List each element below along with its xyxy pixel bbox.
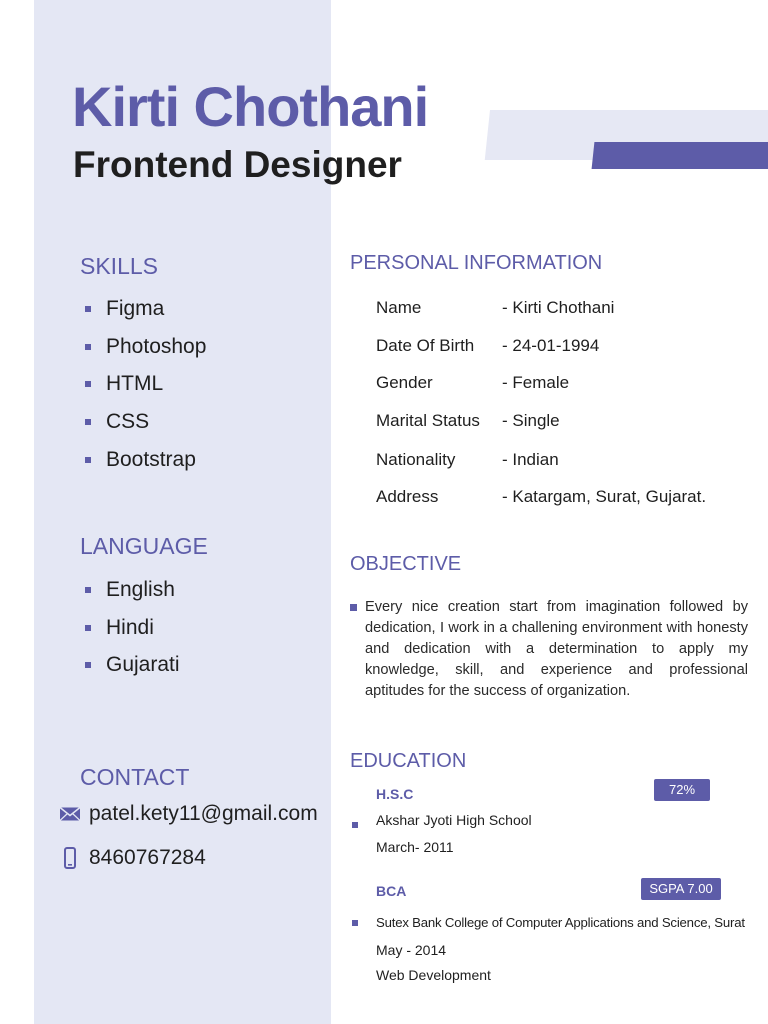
bullet-icon [352, 920, 358, 926]
language-label: Hindi [106, 615, 154, 639]
bullet-icon [85, 381, 91, 387]
bullet-icon [350, 604, 357, 611]
language-label: English [106, 577, 175, 601]
language-item [85, 571, 180, 609]
skill-label: Figma [106, 296, 165, 320]
bullet-icon [352, 822, 358, 828]
info-label: Address [376, 487, 439, 506]
bullet-icon [85, 625, 91, 631]
envelope-icon [59, 806, 81, 822]
info-value: - Indian [502, 450, 559, 469]
info-value: - Katargam, Surat, Gujarat. [502, 487, 707, 506]
info-label: Nationality [376, 450, 456, 469]
contact-email[interactable]: patel.kety11@gmail.com [89, 802, 318, 825]
contact-phone[interactable]: 8460767284 [89, 846, 206, 869]
candidate-role: Frontend Designer [73, 144, 402, 185]
skill-label: Bootstrap [106, 447, 196, 471]
bullet-icon [85, 662, 91, 668]
skills-heading: SKILLS [80, 253, 158, 279]
skill-item [85, 403, 206, 441]
skill-item [85, 365, 206, 403]
decorative-accent-band [592, 142, 768, 169]
info-value: - Kirti Chothani [502, 298, 615, 317]
info-label: Marital Status [376, 411, 480, 430]
candidate-name: Kirti Chothani [72, 75, 429, 138]
contact-heading: CONTACT [80, 764, 190, 790]
bullet-icon [85, 457, 91, 463]
bullet-icon [85, 306, 91, 312]
skill-item [85, 290, 206, 328]
skill-label: Photoshop [106, 334, 207, 358]
mobile-phone-icon [59, 846, 81, 870]
personal-info-heading: PERSONAL INFORMATION [350, 252, 603, 274]
skill-label: HTML [106, 372, 164, 396]
info-value: - Female [502, 373, 570, 392]
education-date: May - 2014 [376, 942, 447, 958]
info-label: Date Of Birth [376, 336, 475, 355]
skill-label: CSS [106, 409, 150, 433]
education-title: BCA [376, 883, 407, 899]
skills-list [85, 290, 206, 478]
skill-item [85, 441, 206, 479]
info-value: - Single [502, 411, 560, 430]
objective-heading: OBJECTIVE [350, 553, 462, 575]
education-date: March- 2011 [376, 839, 454, 855]
education-institution: Sutex Bank College of Computer Applications and Science, Surat [376, 915, 745, 930]
language-list [85, 571, 180, 684]
score-badge: 72% [654, 779, 710, 801]
language-item [85, 646, 180, 684]
contact-phone-row [59, 846, 206, 870]
info-label: Gender [376, 373, 433, 392]
bullet-icon [85, 419, 91, 425]
education-title: H.S.C [376, 786, 414, 802]
language-heading: LANGUAGE [80, 533, 208, 559]
language-item [85, 609, 180, 647]
info-value: - 24-01-1994 [502, 336, 600, 355]
objective-block [350, 597, 748, 702]
education-heading: EDUCATION [350, 750, 467, 772]
skill-item [85, 328, 206, 366]
contact-email-row [59, 802, 318, 826]
language-label: Gujarati [106, 653, 180, 677]
bullet-icon [85, 344, 91, 350]
score-badge: SGPA 7.00 [641, 878, 721, 900]
education-specialization: Web Development [376, 967, 491, 983]
bullet-icon [85, 587, 91, 593]
objective-text: Every nice creation start from imagination followed by dedication, I work in a challening environment with honesty and dedication with a determination to apply my knowledge, skill, and experience and professional aptitudes for the success of organization. [365, 599, 748, 699]
education-institution: Akshar Jyoti High School [376, 812, 532, 828]
info-label: Name [376, 298, 422, 317]
